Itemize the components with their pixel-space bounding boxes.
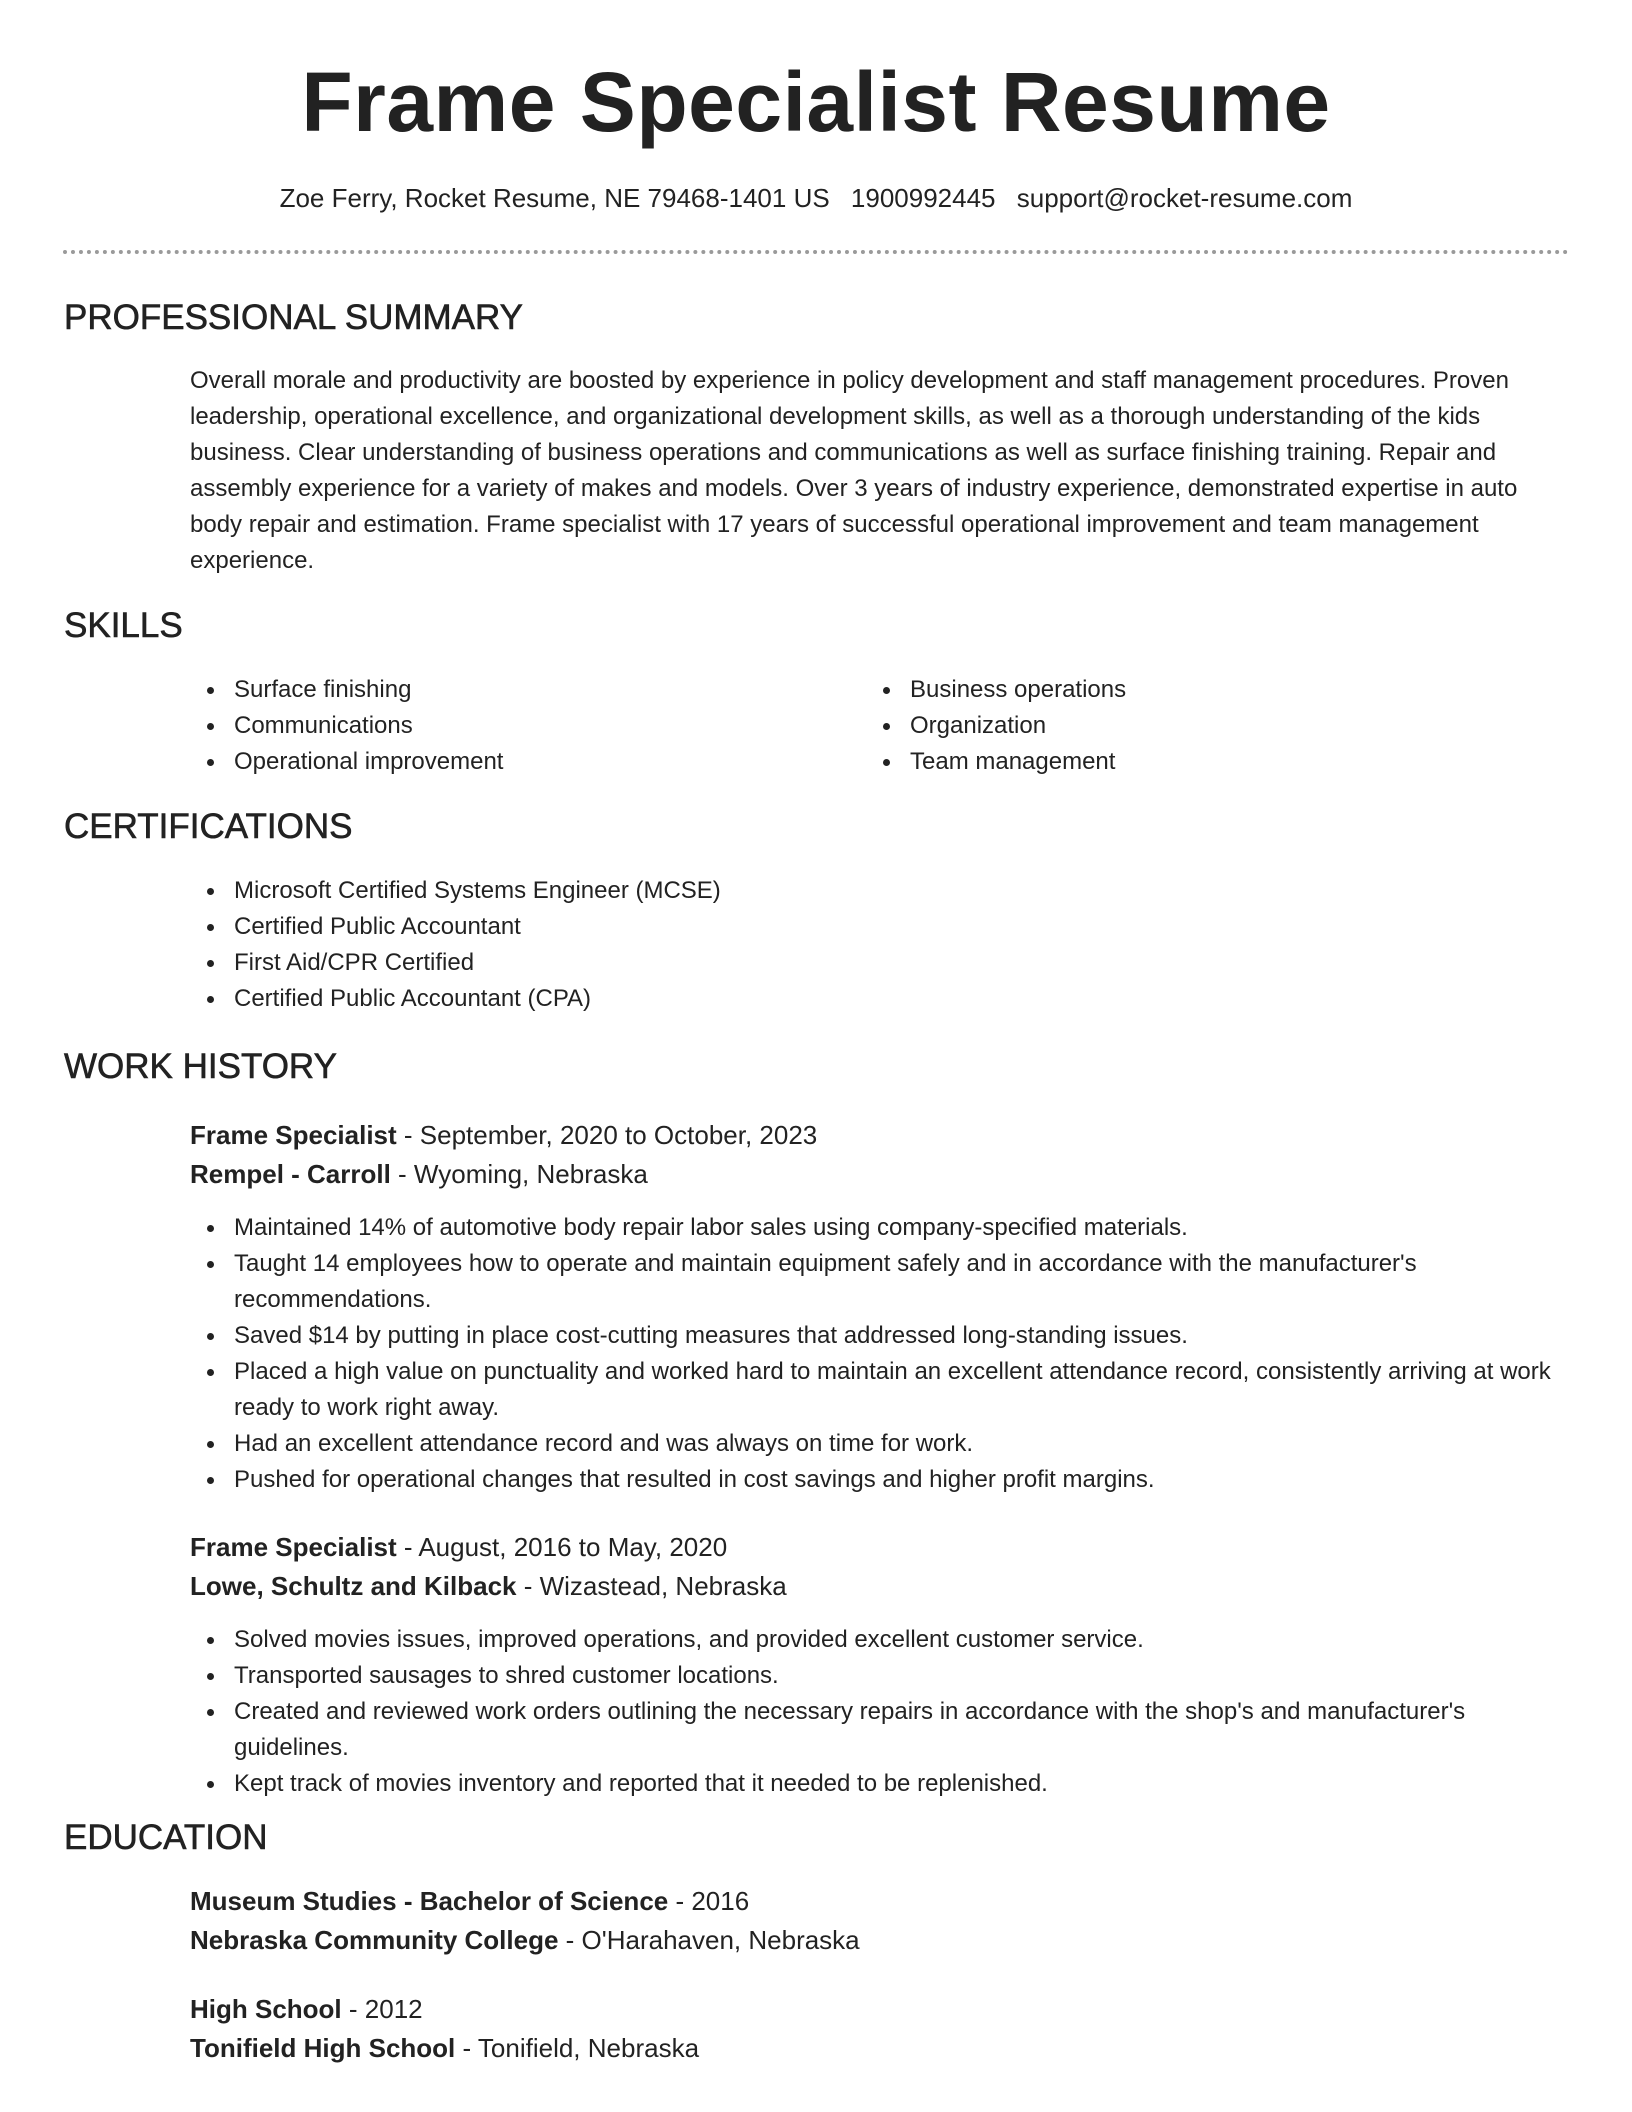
job-title: Frame Specialist bbox=[190, 1120, 397, 1150]
skill-item: Communications bbox=[190, 708, 850, 744]
education-location: - O'Harahaven, Nebraska bbox=[558, 1925, 860, 1955]
education-degree: Museum Studies - Bachelor of Science bbox=[190, 1886, 669, 1916]
job-bullet: Saved $14 by putting in place cost-cutting measures that addressed long-standing issues. bbox=[190, 1318, 1570, 1354]
skills-section bbox=[190, 672, 1570, 782]
education-year: - 2016 bbox=[668, 1886, 750, 1916]
resume-title: Frame Specialist Resume bbox=[301, 55, 1331, 149]
certifications-heading: CERTIFICATIONS bbox=[64, 807, 353, 846]
contact-email: support@rocket-resume.com bbox=[1016, 183, 1353, 213]
summary-text: Overall morale and productivity are boosted by experience in policy development and staff management procedures. Proven leadership, operational excellence, and organizational development skills, as well as a thorough understanding of the kids business. Clear understanding of business operations and communications as well as surface finishing training. Repair and assembly experience for a variety of makes and models. Over 3 years of industry experience, demonstrated expertise in auto body repair and estimation. Frame specialist with 17 years of successful operational improvement and team management experience. bbox=[190, 367, 1518, 574]
job-dates: - September, 2020 to October, 2023 bbox=[396, 1120, 818, 1150]
job-bullet: Created and reviewed work orders outlining the necessary repairs in accordance with the shop's and manufacturer's guidelines. bbox=[190, 1694, 1570, 1766]
skill-item: Organization bbox=[866, 708, 1526, 744]
job-title-line bbox=[190, 1116, 1570, 1155]
skills-column-right bbox=[866, 672, 1526, 780]
job-company: Rempel - Carroll bbox=[190, 1159, 391, 1189]
job-location: - Wyoming, Nebraska bbox=[390, 1159, 648, 1189]
job-bullets bbox=[190, 1622, 1570, 1802]
job-entry bbox=[190, 1528, 1570, 1802]
job-bullet: Solved movies issues, improved operations, and provided excellent customer service. bbox=[190, 1622, 1570, 1658]
education-school-line bbox=[190, 2029, 1570, 2068]
job-bullet: Maintained 14% of automotive body repair labor sales using company-specified materials. bbox=[190, 1210, 1570, 1246]
certification-item: Certified Public Accountant (CPA) bbox=[190, 981, 1570, 1017]
education-degree-line bbox=[190, 1882, 1570, 1921]
job-title: Frame Specialist bbox=[190, 1532, 397, 1562]
job-bullet: Kept track of movies inventory and reported that it needed to be replenished. bbox=[190, 1766, 1570, 1802]
education-heading: EDUCATION bbox=[64, 1818, 268, 1857]
job-bullet: Pushed for operational changes that resulted in cost savings and higher profit margins. bbox=[190, 1462, 1570, 1498]
skill-item: Operational improvement bbox=[190, 744, 850, 780]
education-year: - 2012 bbox=[341, 1994, 423, 2024]
job-location: - Wizastead, Nebraska bbox=[516, 1571, 787, 1601]
education-degree: High School bbox=[190, 1994, 342, 2024]
job-bullet: Transported sausages to shred customer locations. bbox=[190, 1658, 1570, 1694]
contact-address: Zoe Ferry, Rocket Resume, NE 79468-1401 US bbox=[279, 183, 830, 213]
contact-line bbox=[0, 180, 1632, 216]
certification-item: Microsoft Certified Systems Engineer (MCSE) bbox=[190, 873, 1570, 909]
job-company-line bbox=[190, 1567, 1570, 1606]
summary-heading: PROFESSIONAL SUMMARY bbox=[64, 298, 523, 337]
skills-column-left bbox=[190, 672, 850, 780]
summary-section bbox=[190, 363, 1570, 579]
certifications-section bbox=[190, 873, 1570, 1017]
certification-item: Certified Public Accountant bbox=[190, 909, 1570, 945]
education-school: Tonifield High School bbox=[190, 2033, 456, 2063]
job-dates: - August, 2016 to May, 2020 bbox=[396, 1532, 728, 1562]
header-divider bbox=[63, 250, 1569, 254]
job-company: Lowe, Schultz and Kilback bbox=[190, 1571, 517, 1601]
job-bullets bbox=[190, 1210, 1570, 1498]
skill-item: Business operations bbox=[866, 672, 1526, 708]
education-school-line bbox=[190, 1921, 1570, 1960]
education-school: Nebraska Community College bbox=[190, 1925, 559, 1955]
contact-phone: 1900992445 bbox=[850, 183, 996, 213]
job-company-line bbox=[190, 1155, 1570, 1194]
education-entry bbox=[190, 1990, 1570, 2068]
job-entry bbox=[190, 1116, 1570, 1498]
job-bullet: Taught 14 employees how to operate and maintain equipment safely and in accordance with the manufacturer's recommendations. bbox=[190, 1246, 1570, 1318]
education-location: - Tonifield, Nebraska bbox=[455, 2033, 700, 2063]
job-title-line bbox=[190, 1528, 1570, 1567]
skills-heading: SKILLS bbox=[64, 606, 183, 645]
certification-item: First Aid/CPR Certified bbox=[190, 945, 1570, 981]
education-degree-line bbox=[190, 1990, 1570, 2029]
work-history-heading: WORK HISTORY bbox=[64, 1047, 337, 1086]
job-bullet: Placed a high value on punctuality and worked hard to maintain an excellent attendance record, consistently arriving at work ready to work right away. bbox=[190, 1354, 1570, 1426]
education-entry bbox=[190, 1882, 1570, 1960]
skill-item: Surface finishing bbox=[190, 672, 850, 708]
skill-item: Team management bbox=[866, 744, 1526, 780]
job-bullet: Had an excellent attendance record and was always on time for work. bbox=[190, 1426, 1570, 1462]
